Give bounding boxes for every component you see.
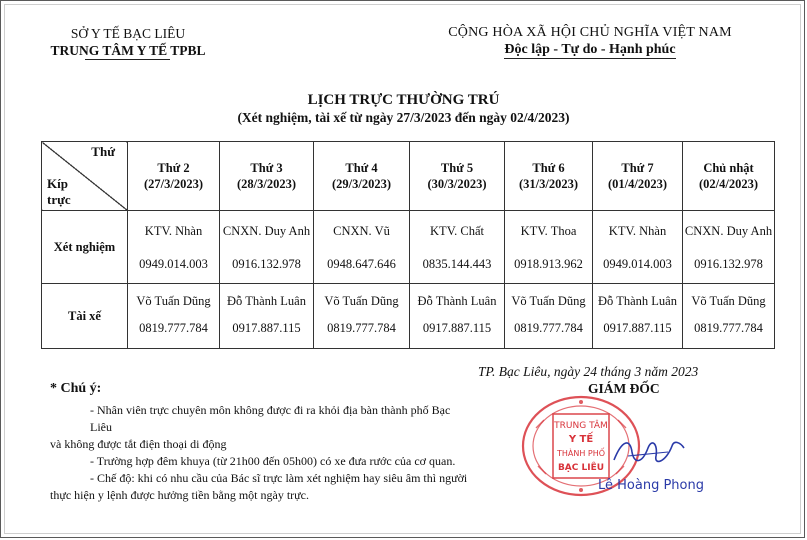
staff-name: Đỗ Thành Luân [598, 294, 677, 308]
signer-name: Lê Hoàng Phong [598, 478, 704, 493]
staff-phone: 0916.132.978 [232, 257, 301, 271]
staff-name: KTV. Thoa [520, 224, 577, 238]
staff-name: Võ Tuấn Dũng [136, 294, 211, 308]
day-name: Thứ 4 [345, 161, 378, 175]
day-header-fri [505, 142, 593, 211]
staff-name: CNXN. Duy Anh [684, 224, 773, 238]
corner-shift-line1: Kíp [47, 176, 68, 191]
national-motto: Độc lập - Tự do - Hạnh phúc [504, 42, 676, 57]
staff-name: KTV. Chất [430, 224, 484, 238]
lab-cell [220, 211, 314, 284]
day-date: (28/3/2023) [236, 177, 297, 191]
staff-name: KTV. Nhàn [144, 224, 203, 238]
lab-cell [314, 211, 410, 284]
driver-cell [505, 284, 593, 349]
note-3a: - Chế độ: khi có nhu cầu của Bác sĩ trực làm xét nghiệm hay siêu âm thì người [90, 471, 468, 485]
seal-line-1: TRUNG TÂM [554, 421, 608, 431]
staff-phone: 0819.777.784 [139, 321, 208, 335]
staff-name: Đỗ Thành Luân [417, 294, 497, 308]
row-label-driver: Tài xế [42, 284, 128, 349]
staff-name: Đỗ Thành Luân [227, 294, 306, 308]
schedule-table [41, 141, 775, 349]
staff-phone: 0949.014.003 [139, 257, 208, 271]
lab-cell [505, 211, 593, 284]
document-subtitle: (Xét nghiệm, tài xế từ ngày 27/3/2023 đến ngày 02/4/2023) [237, 110, 570, 125]
place-and-date: TP. Bạc Liêu, ngày 24 tháng 3 năm 2023 [478, 364, 699, 379]
staff-phone: 0918.913.962 [514, 257, 583, 271]
staff-phone: 0819.777.784 [694, 321, 763, 335]
day-name: Chủ nhật [703, 161, 754, 175]
staff-name: KTV. Nhàn [608, 224, 667, 238]
day-date: (01/4/2023) [607, 177, 668, 191]
staff-phone: 0917.887.115 [232, 321, 301, 335]
day-header-sat [593, 142, 683, 211]
staff-name: Võ Tuấn Dũng [691, 294, 766, 308]
lab-cell [593, 211, 683, 284]
day-date: (29/3/2023) [331, 177, 392, 191]
driver-cell [220, 284, 314, 349]
header-row [42, 142, 775, 211]
national-header [430, 24, 750, 58]
driver-cell [314, 284, 410, 349]
staff-name: CNXN. Vũ [333, 224, 390, 238]
issuer-parent: SỞ Y TẾ BẠC LIÊU [70, 26, 186, 41]
corner-shift-line2: trực [47, 192, 71, 207]
staff-name: Võ Tuấn Dũng [511, 294, 586, 308]
day-date: (30/3/2023) [427, 177, 487, 191]
note-2: - Trường hợp đêm khuya (từ 21h00 đến 05h00) có xe đưa rước của cơ quan. [90, 454, 456, 468]
driver-cell [410, 284, 505, 349]
seal-line-4: BẠC LIÊU [557, 463, 605, 473]
day-name: Thứ 7 [621, 161, 654, 175]
national-motto-wrap [430, 41, 750, 58]
day-name: Thứ 5 [440, 161, 474, 175]
seal-line-2: Y TẾ [568, 434, 594, 445]
notes-title: * Chú ý: [50, 381, 102, 396]
lab-cell [410, 211, 505, 284]
day-date: (31/3/2023) [518, 177, 579, 191]
day-name: Thứ 2 [157, 161, 190, 175]
day-name: Thứ 3 [250, 161, 283, 175]
day-date: (02/4/2023) [698, 177, 759, 191]
day-header-tue [220, 142, 314, 211]
note-3b: thực hiện y lệnh được hưởng tiền bằng một ngày trực. [50, 488, 309, 502]
driver-cell [593, 284, 683, 349]
national-title: CỘNG HÒA XÃ HỘI CHỦ NGHĨA VIỆT NAM [448, 25, 732, 40]
staff-phone: 0916.132.978 [694, 257, 763, 271]
lab-cell [683, 211, 775, 284]
day-header-thu [410, 142, 505, 211]
staff-phone: 0819.777.784 [514, 321, 583, 335]
driver-cell [128, 284, 220, 349]
lab-shift-row [42, 211, 775, 284]
staff-phone: 0949.014.003 [603, 257, 672, 271]
row-label-lab: Xét nghiệm [42, 211, 128, 284]
staff-phone: 0819.777.784 [327, 321, 396, 335]
day-date: (27/3/2023) [143, 177, 204, 191]
day-header-mon [128, 142, 220, 211]
corner-shift-label [47, 176, 71, 208]
signature-icon [608, 434, 688, 470]
corner-day-label: Thứ [91, 144, 115, 159]
driver-shift-row [42, 284, 775, 349]
issuer-underline [85, 59, 170, 60]
seal-line-3: THÀNH PHỐ [556, 449, 606, 458]
corner-cell [42, 142, 128, 211]
day-name: Thứ 6 [532, 161, 565, 175]
note-1a: - Nhân viên trực chuyên môn không được đi ra khỏi địa bàn thành phố Bạc Liêu [90, 403, 451, 434]
document-title: LỊCH TRỰC THƯỜNG TRÚ [307, 92, 500, 108]
staff-phone: 0917.887.115 [422, 321, 492, 335]
issuer-header [38, 25, 218, 59]
notes-block [50, 402, 475, 504]
staff-phone: 0835.144.443 [422, 257, 492, 271]
driver-cell [683, 284, 775, 349]
staff-phone: 0948.647.646 [327, 257, 396, 271]
staff-name: Võ Tuấn Dũng [324, 294, 399, 308]
issuer-name: TRUNG TÂM Y TẾ TPBL [50, 43, 206, 58]
note-1b: và không được tắt điện thoại di động [50, 437, 227, 451]
staff-name: CNXN. Duy Anh [222, 224, 311, 238]
lab-cell [128, 211, 220, 284]
day-header-sun [683, 142, 775, 211]
day-header-wed [314, 142, 410, 211]
director-title: GIÁM ĐỐC [588, 381, 660, 396]
staff-phone: 0917.887.115 [603, 321, 672, 335]
